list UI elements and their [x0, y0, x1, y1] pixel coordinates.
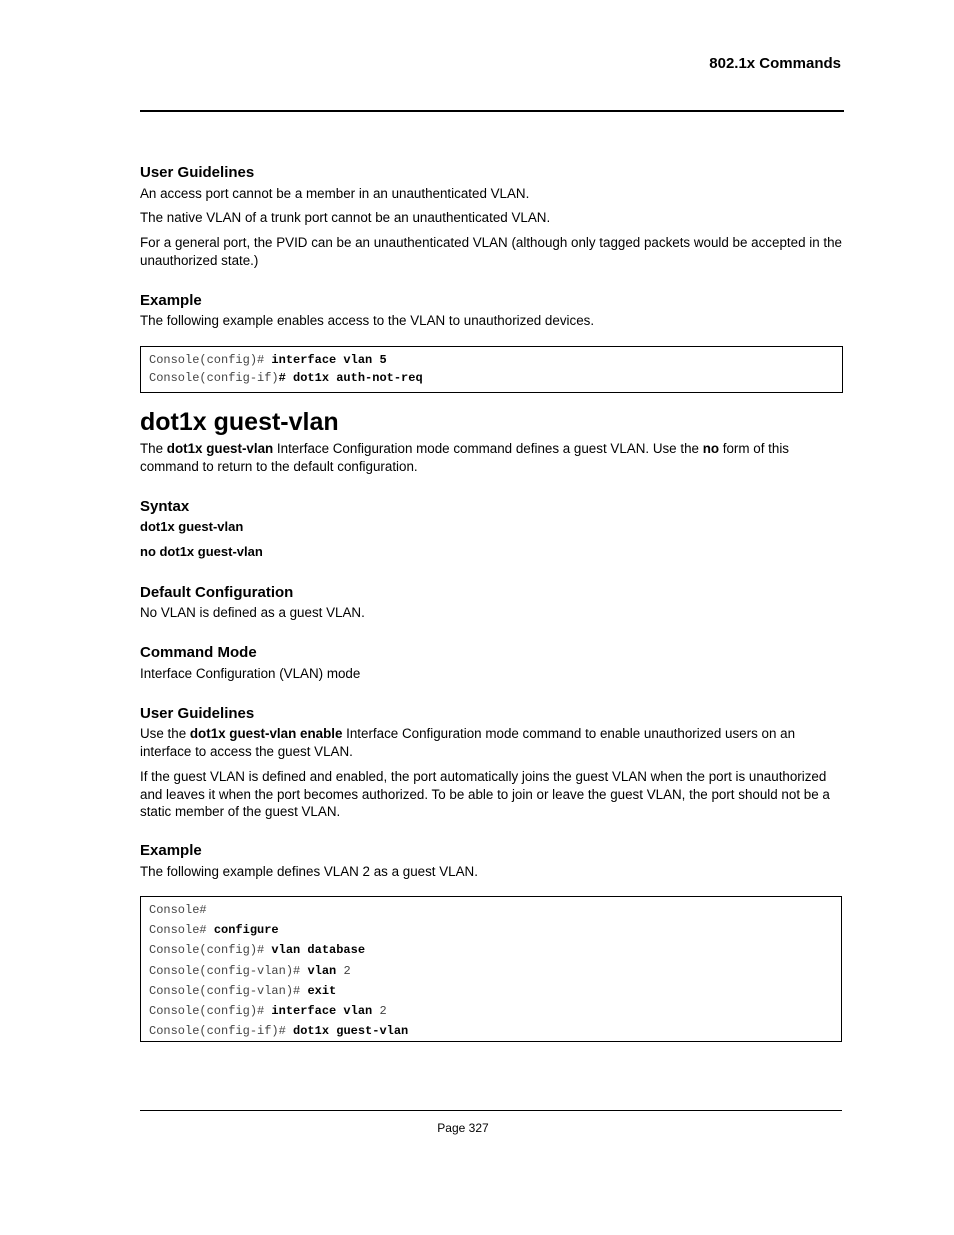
default-configuration-text: No VLAN is defined as a guest VLAN.	[140, 605, 365, 620]
code-line: Console(config-vlan)# exit	[149, 983, 337, 998]
footer-rule	[140, 1110, 842, 1111]
syntax-heading: Syntax	[140, 498, 190, 515]
example-heading: Example	[140, 292, 202, 309]
command-mode-text: Interface Configuration (VLAN) mode	[140, 666, 361, 681]
default-configuration-heading: Default Configuration	[140, 584, 294, 601]
code-line: Console(config)# interface vlan 2	[149, 1004, 387, 1019]
running-header-title: 802.1x Commands	[709, 55, 841, 72]
syntax-line-1: dot1x guest-vlan	[140, 519, 244, 534]
command-title: dot1x guest-vlan	[140, 408, 339, 436]
page-number: Page 327	[437, 1121, 489, 1135]
guideline-paragraph-1: An access port cannot be a member in an unauthenticated VLAN.	[140, 186, 530, 201]
guideline-paragraph-4: Use the dot1x guest-vlan enable Interface Configuration mode command to enable unauthorized users on an interface to access the guest VLAN.	[140, 726, 796, 759]
guideline-paragraph-2: The native VLAN of a trunk port cannot be an unauthenticated VLAN.	[140, 210, 551, 225]
example-heading-2: Example	[140, 842, 202, 859]
command-intro: The dot1x guest-vlan Interface Configuration mode command defines a guest VLAN. Use the no form of this command to return to the default configuration.	[140, 441, 789, 474]
example-text: The following example enables access to the VLAN to unauthorized devices.	[140, 313, 595, 328]
user-guidelines-heading: User Guidelines	[140, 164, 255, 181]
syntax-line-2: no dot1x guest-vlan	[140, 544, 263, 559]
example-text-2: The following example defines VLAN 2 as a guest VLAN.	[140, 864, 478, 879]
code-block-auth-not-req	[140, 346, 843, 393]
code-line: Console(config)# interface vlan 5	[149, 353, 387, 367]
user-guidelines-heading-2: User Guidelines	[140, 705, 255, 722]
code-line: Console(config-if)# dot1x guest-vlan	[149, 1024, 409, 1039]
code-line: Console# configure	[149, 923, 279, 938]
command-mode-heading: Command Mode	[140, 644, 257, 661]
code-block-guest-vlan	[140, 896, 842, 1042]
guideline-paragraph-5: If the guest VLAN is defined and enabled, the port automatically joins the guest VLAN when the port is unauthorized and leaves it when the port becomes authorized. To be able to join or leave the guest VLAN, the port should not be a static member of the guest VLAN.	[140, 769, 830, 819]
header-rule	[140, 110, 844, 112]
code-line: Console(config-vlan)# vlan 2	[149, 963, 351, 978]
guideline-paragraph-3: For a general port, the PVID can be an unauthenticated VLAN (although only tagged packets would be accepted in the unauthorized state.)	[140, 235, 842, 268]
code-line: Console(config)# vlan database	[149, 943, 366, 958]
code-line: Console(config-if)# dot1x auth-not-req	[149, 371, 423, 386]
code-line: Console#	[149, 903, 207, 917]
